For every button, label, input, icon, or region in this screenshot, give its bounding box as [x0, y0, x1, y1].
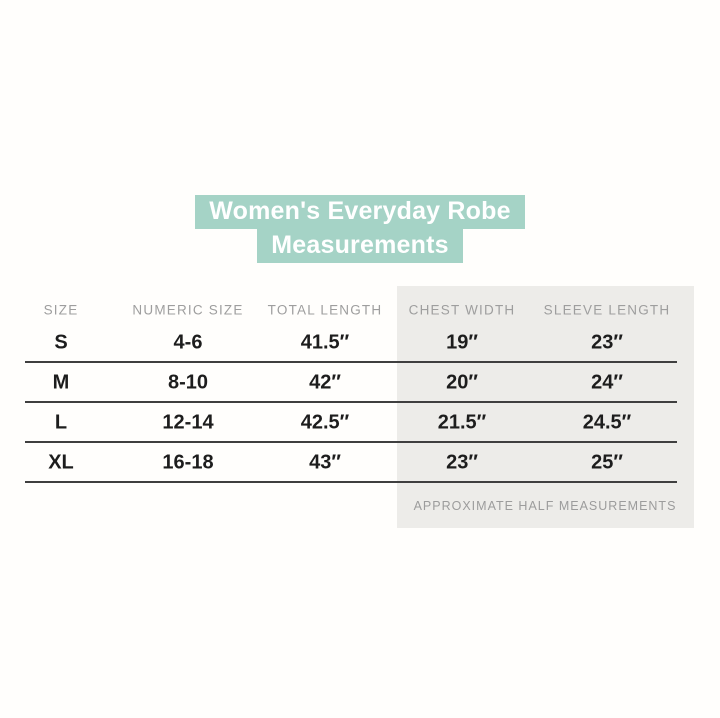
half-measurements-highlight: [397, 286, 694, 528]
cell-size-m: M: [52, 371, 70, 394]
row-divider: [25, 361, 677, 363]
cell-numeric-size-m: 8-10: [167, 371, 209, 394]
cell-chest-width-s: 19″: [446, 331, 478, 354]
cell-size-l: L: [54, 411, 68, 434]
cell-size-xl: XL: [48, 451, 74, 474]
row-divider: [25, 441, 677, 443]
cell-sleeve-length-m: 24″: [591, 371, 623, 394]
cell-total-length-s: 41.5″: [300, 331, 350, 354]
cell-total-length-l: 42.5″: [300, 411, 350, 434]
row-divider: [25, 401, 677, 403]
title-line-1: Women's Everyday Robe: [195, 195, 524, 229]
row-divider: [25, 481, 677, 483]
cell-numeric-size-l: 12-14: [162, 411, 214, 434]
cell-chest-width-xl: 23″: [446, 451, 478, 474]
column-header-total-length: TOTAL LENGTH: [267, 302, 383, 318]
cell-total-length-m: 42″: [309, 371, 341, 394]
column-header-sleeve-length: SLEEVE LENGTH: [543, 302, 671, 318]
cell-sleeve-length-s: 23″: [591, 331, 623, 354]
column-header-chest-width: CHEST WIDTH: [408, 302, 516, 318]
cell-numeric-size-s: 4-6: [173, 331, 203, 354]
approximate-half-measurements-note: APPROXIMATE HALF MEASUREMENTS: [413, 499, 677, 513]
cell-size-s: S: [54, 331, 68, 354]
cell-sleeve-length-xl: 25″: [591, 451, 623, 474]
column-header-numeric-size: NUMERIC SIZE: [132, 302, 244, 318]
title-line-2: Measurements: [257, 229, 462, 263]
cell-chest-width-l: 21.5″: [437, 411, 487, 434]
cell-numeric-size-xl: 16-18: [162, 451, 214, 474]
chart-title: [0, 195, 720, 263]
column-header-size: SIZE: [43, 302, 79, 318]
cell-sleeve-length-l: 24.5″: [582, 411, 632, 434]
cell-chest-width-m: 20″: [446, 371, 478, 394]
cell-total-length-xl: 43″: [309, 451, 341, 474]
